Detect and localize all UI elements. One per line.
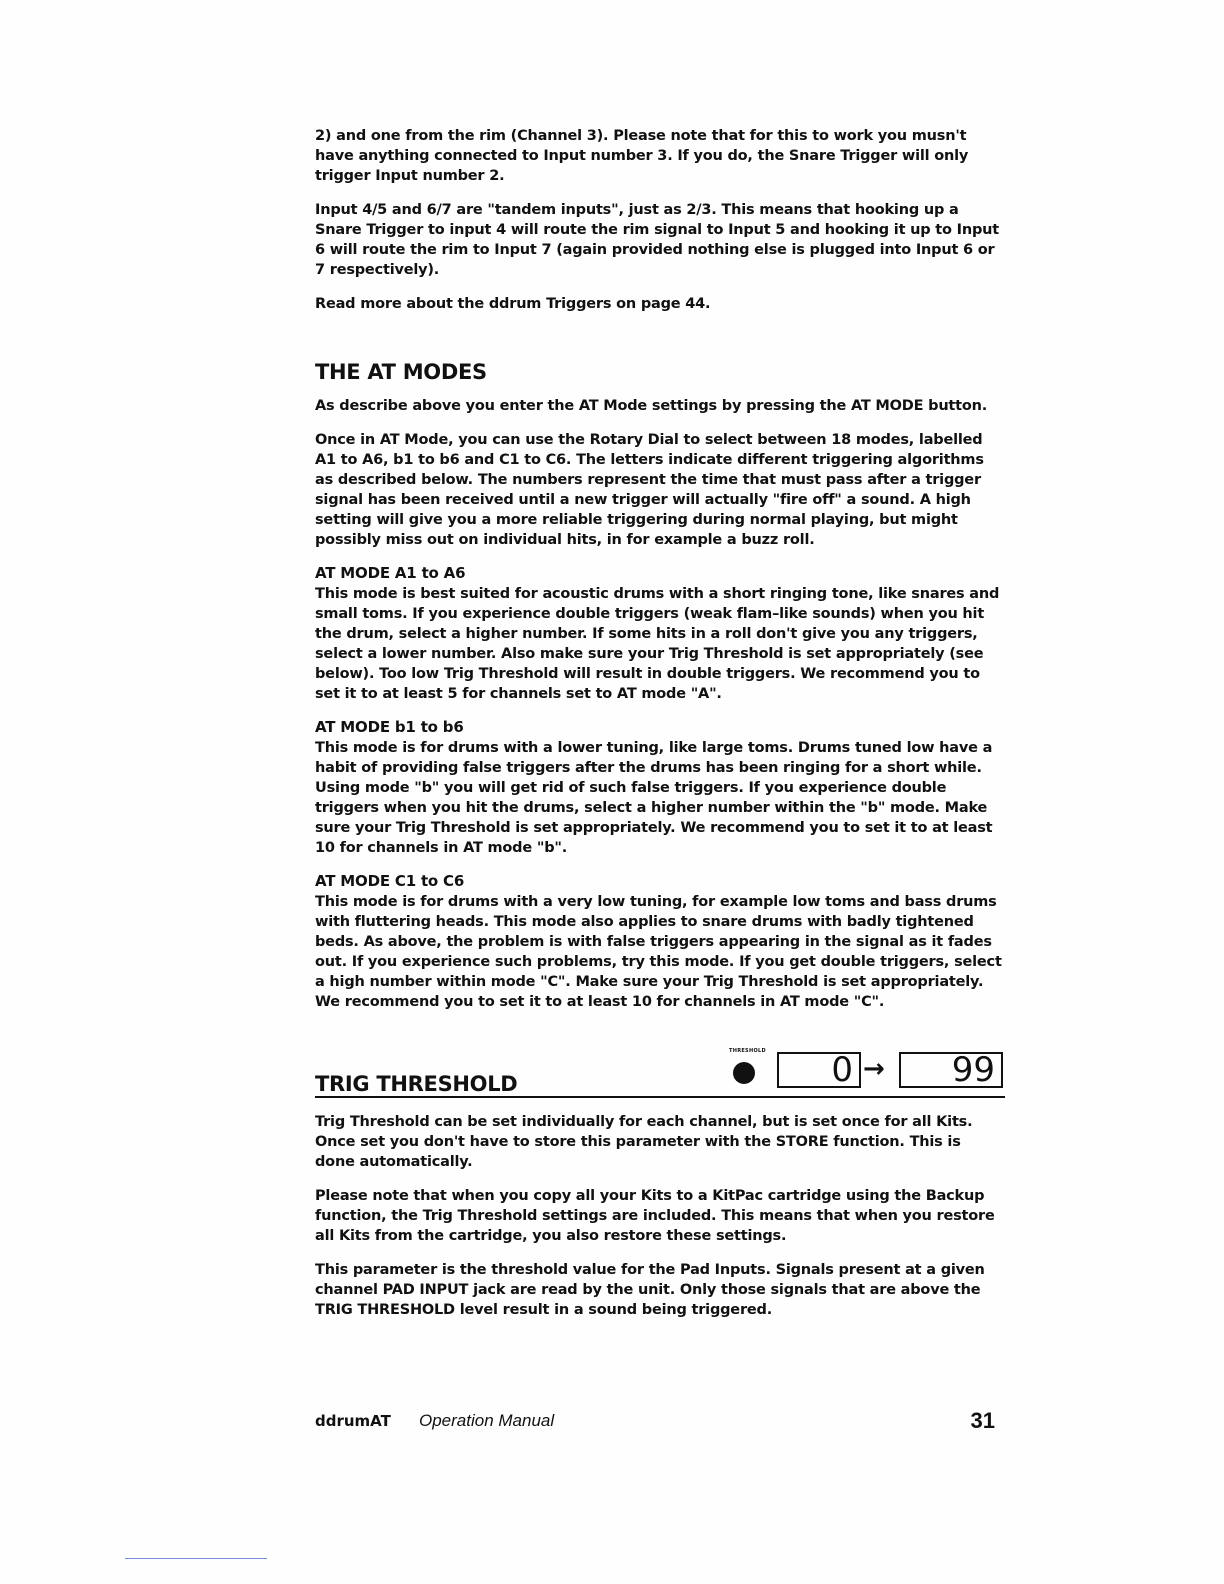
page-number: 31 [970, 1408, 995, 1433]
intro-paragraph-3: Read more about the ddrum Triggers on page 44. [315, 296, 711, 312]
at-modes-paragraph-1: As describe above you enter the AT Mode settings by pressing the AT MODE button. [315, 398, 988, 414]
page-footer [315, 1408, 995, 1438]
intro-paragraph-2: Input 4/5 and 6/7 are "tandem inputs", just as 2/3. This means that hooking up a Snare Trigger to input 4 will route the rim signal to Input 5 and hooking it up to Input 6 will route the rim to Input 7 (again provided nothing else is plugged into Input 6 or 7 respectively). [315, 202, 999, 278]
at-modes-paragraph-2: Once in AT Mode, you can use the Rotary Dial to select between 18 modes, labelled A1 to A6, b1 to b6 and C1 to C6. The letters indicate different triggering algorithms as described below. The numbers represent the time that must pass after a trigger signal has been received until a new trigger will actually "fire off" a sound. A high setting will give you a more reliable triggering during normal playing, but might possibly miss out on individual hits, in for example a buzz roll. [315, 432, 984, 548]
at-mode-b-text: This mode is for drums with a lower tuning, like large toms. Drums tuned low have a habit of providing false triggers after the drums has been ringing for a short while. Using mode "b" you will get rid of such false triggers. If you experience double triggers when you hit the drums, select a higher number within the "b" mode. Make sure your Trig Threshold is set appropriately. We recommend you to set it to at least 10 for channels in AT mode "b". [315, 740, 993, 856]
trig-threshold-paragraph-1: Trig Threshold can be set individually for each channel, but is set once for all Kits. Once set you don't have to store this parameter with the STORE function. This is done automatically. [315, 1114, 973, 1170]
trig-threshold-header [315, 1044, 1005, 1098]
at-mode-c-text: This mode is for drums with a very low tuning, for example low toms and bass drums with fluttering heads. This mode also applies to snare drums with badly tightened beds. As above, the problem is with false triggers appearing in the signal as it fades out. If you experience such problems, try this mode. If you get double triggers, select a high number within mode "C". Make sure your Trig Threshold is set appropriately. We recommend you to set it to at least 10 for channels in AT mode "C". [315, 894, 1002, 1010]
threshold-led-label: THRESHOLD [729, 1048, 766, 1054]
footer-manual-title: Operation Manual [419, 1411, 555, 1430]
trig-threshold-heading: TRIG THRESHOLD [315, 1072, 518, 1096]
threshold-range-to: 99 [899, 1052, 1003, 1088]
arrow-right-icon: → [863, 1054, 885, 1084]
at-modes-heading: THE AT MODES [315, 360, 487, 384]
intro-paragraph-1: 2) and one from the rim (Channel 3). Please note that for this to work you musn't have anything connected to Input number 3. If you do, the Snare Trigger will only trigger Input number 2. [315, 128, 969, 184]
threshold-display-graphic [729, 1048, 1005, 1094]
threshold-range-from: 0 [777, 1052, 861, 1088]
footer-brand: ddrumAT [315, 1412, 391, 1430]
at-mode-a-heading: AT MODE A1 to A6 [315, 564, 466, 582]
at-mode-b-heading: AT MODE b1 to b6 [315, 718, 464, 736]
trig-threshold-paragraph-3: This parameter is the threshold value for the Pad Inputs. Signals present at a given channel PAD INPUT jack are read by the unit. Only those signals that are above the TRIG THRESHOLD level result in a sound being triggered. [315, 1262, 985, 1318]
at-mode-a-text: This mode is best suited for acoustic drums with a short ringing tone, like snares and small toms. If you experience double triggers (weak flam–like sounds) when you hit the drum, select a higher number. If some hits in a roll don't give you any triggers, select a lower number. Also make sure your Trig Threshold is set appropriately (see below). Too low Trig Threshold will result in double triggers. We recommend you to set it to at least 5 for channels set to AT mode "A". [315, 586, 1000, 702]
threshold-led-icon [733, 1062, 755, 1084]
trig-threshold-paragraph-2: Please note that when you copy all your Kits to a KitPac cartridge using the Backup function, the Trig Threshold settings are included. This means that when you restore all Kits from the cartridge, you also restore these settings. [315, 1188, 995, 1244]
scan-divider-line [125, 1558, 267, 1559]
page-content [315, 126, 1005, 1334]
at-mode-c-heading: AT MODE C1 to C6 [315, 872, 465, 890]
